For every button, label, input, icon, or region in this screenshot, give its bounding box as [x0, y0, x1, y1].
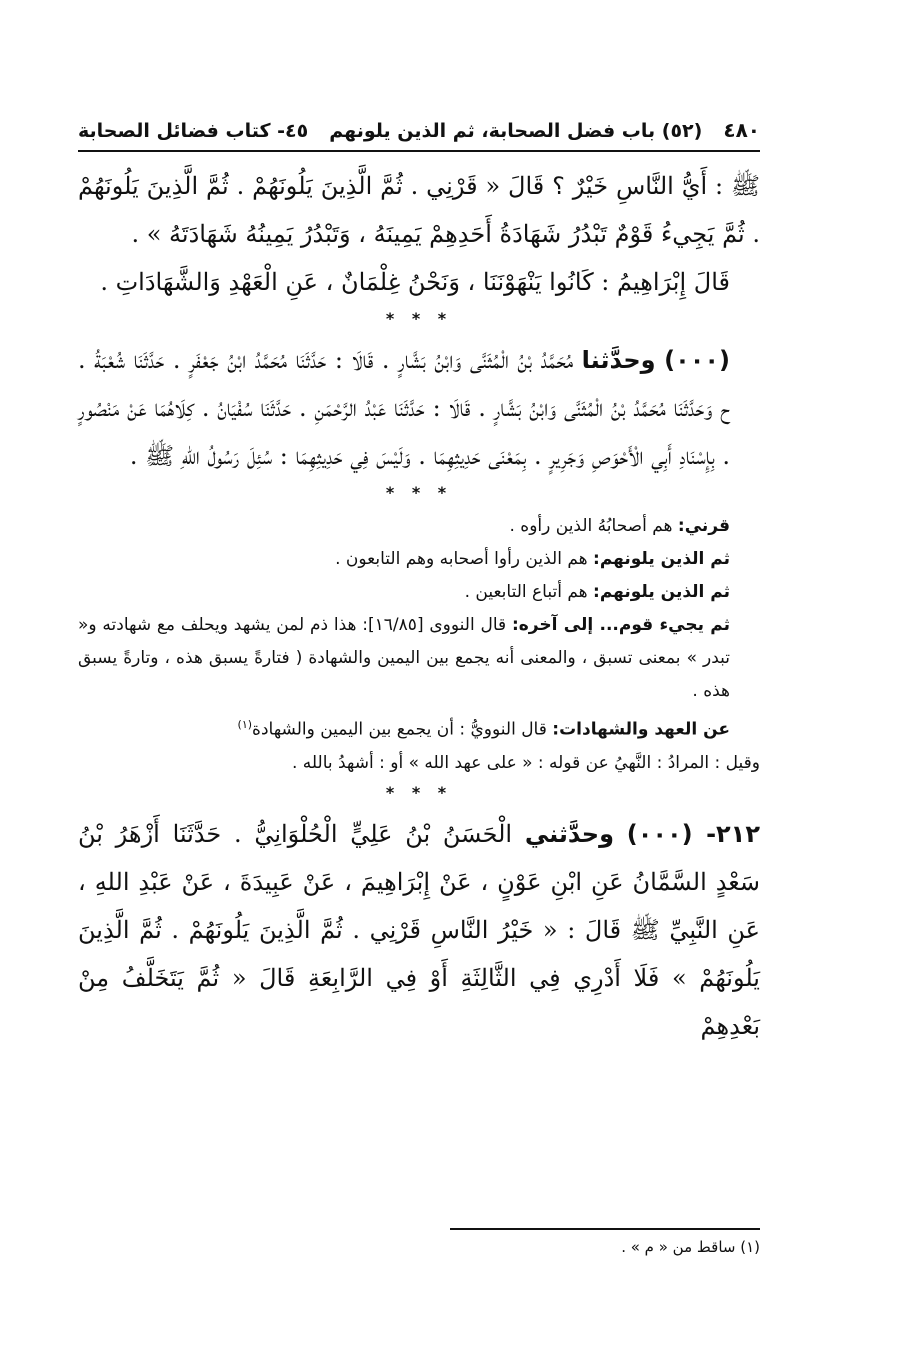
running-header: [78, 118, 760, 152]
commentary-term: عن العهد والشهادات:: [552, 719, 730, 740]
section-separator: * * *: [385, 309, 453, 328]
commentary-line: وقيل : المرادُ : النَّهيُ عن قوله : « على عهد الله » أو : أشهدُ بالله .: [291, 752, 760, 773]
book-title: ٤٥- كتاب فضائل الصحابة: [78, 120, 309, 142]
hadith-b: [78, 810, 760, 1050]
commentary-text: قال النووى [١٦/٨٥]: هذا ذم لمن يشهد ويحلف مع شهادته و« تبدر » بمعنى تسبق ، والمعنى أنه يجمع بين اليمين والشهادة ( فتارةً يسبق هذه ، وتارةً يسبق هذه .: [78, 615, 730, 701]
commentary-term: ثم يجيء قوم... إلى آخره:: [511, 615, 730, 635]
ibrahim-statement: قَالَ إِبْرَاهِيمُ : كَانُوا يَنْهَوْنَنَا ، وَنَحْنُ غِلْمَانٌ ، عَنِ الْعَهْدِ وَالشَّهَادَاتِ .: [100, 268, 730, 296]
commentary-line: [78, 543, 760, 576]
footnote-rule: [450, 1228, 760, 1230]
commentary-paragraph: [78, 708, 760, 747]
hadith-continuation: ﷺ : أَيُّ النَّاسِ خَيْرٌ ؟ قَالَ « قَرْنِي . ثُمَّ الَّذِينَ يَلُونَهُمْ . ثُمَّ الَّذِينَ يَلُونَهُمْ . ثُمَّ يَجِيءُ قَوْمٌ تَبْدُرُ شَهَادَةُ أَحَدِهِمْ يَمِينَهُ ، وَتَبْدُرُ يَمِينُهُ شَهَادَتَهُ » .: [78, 172, 760, 248]
page-body: [78, 118, 760, 1256]
commentary-term: ثم الذين يلونهم:: [593, 549, 730, 569]
commentary-line: [78, 576, 760, 609]
footnote: (١) ساقط من « م » .: [621, 1238, 760, 1256]
commentary-text: هم أصحابُهُ الذين رأوه .: [509, 516, 678, 536]
hadith-text: مُحَمَّدُ بْنُ الْمُثَنَّى وَابْنُ بَشَّارٍ . قَالَا : حَدَّثَنَا مُحَمَّدُ ابْنُ جَعْفَرٍ . حَدَّثَنَا شُعْبَةُ . ح وَحَدَّثَنَا مُحَمَّدُ بْنُ الْمُثَنَّى وَابْنُ بَشَّارٍ . قَالَا : حَدَّثَنَا عَبْدُ الرَّحْمَنِ . حَدَّثَنَا سُفْيَانُ . كِلَاهُمَا عَنْ مَنْصُورٍ . بِإِسْنَادِ أَبِي الْأَحْوَصِ وَجَرِيرٍ . بِمَعْنَى حَدِيثِهِمَا . وَلَيْسَ فِي حَدِيثِهِمَا : سُئِلَ رَسُولُ اللهِ ﷺ .: [78, 346, 730, 470]
hadith-number: ٢١٢- (٠٠٠): [626, 819, 760, 848]
hadith-number: (٠٠٠): [664, 346, 730, 374]
hadith-text: الْحَسَنُ بْنُ عَلِيٍّ الْحُلْوَانِيُّ . حَدَّثَنَا أَزْهَرُ بْنُ سَعْدٍ السَّمَّانُ عَنِ ابْنِ عَوْنٍ ، عَنْ إِبْرَاهِيمَ ، عَنْ عَبِيدَةَ ، عَنْ عَبْدِ اللهِ ، عَنِ النَّبِيِّ ﷺ قَالَ : « خَيْرُ النَّاسِ قَرْنِي . ثُمَّ الَّذِينَ يَلُونَهُمْ . ثُمَّ الَّذِينَ يَلُونَهُمْ » فَلَا أَدْرِي فِي الثَّالِثَةِ أَوْ فِي الرَّابِعَةِ قَالَ « ثُمَّ يَتَخَلَّفُ مِنْ بَعْدِهِمْ: [78, 819, 760, 1040]
hadith-a: [78, 336, 760, 480]
commentary-text: قال النوويُّ : أن يجمع بين اليمين والشهادة: [252, 719, 553, 740]
hadith-lead: وحدَّثنا: [581, 346, 656, 374]
commentary-text: هم الذين رأوا أصحابه وهم التابعون .: [335, 549, 594, 569]
page-number: ٤٨٠: [723, 118, 760, 142]
hadith-lead: وحدَّثني: [524, 819, 614, 848]
chapter-title: (٥٢) باب فضل الصحابة، ثم الذين يلونهم: [329, 120, 703, 142]
section-separator: * * *: [385, 483, 453, 502]
commentary-text: هم أتباع التابعين .: [464, 582, 594, 602]
commentary-line: [78, 510, 760, 543]
commentary-term: ثم الذين يلونهم:: [593, 582, 730, 602]
commentary-term: قرني:: [677, 516, 730, 536]
commentary-paragraph: [78, 609, 760, 708]
footnote-marker: (١): [237, 718, 253, 731]
section-separator: * * *: [385, 782, 453, 802]
